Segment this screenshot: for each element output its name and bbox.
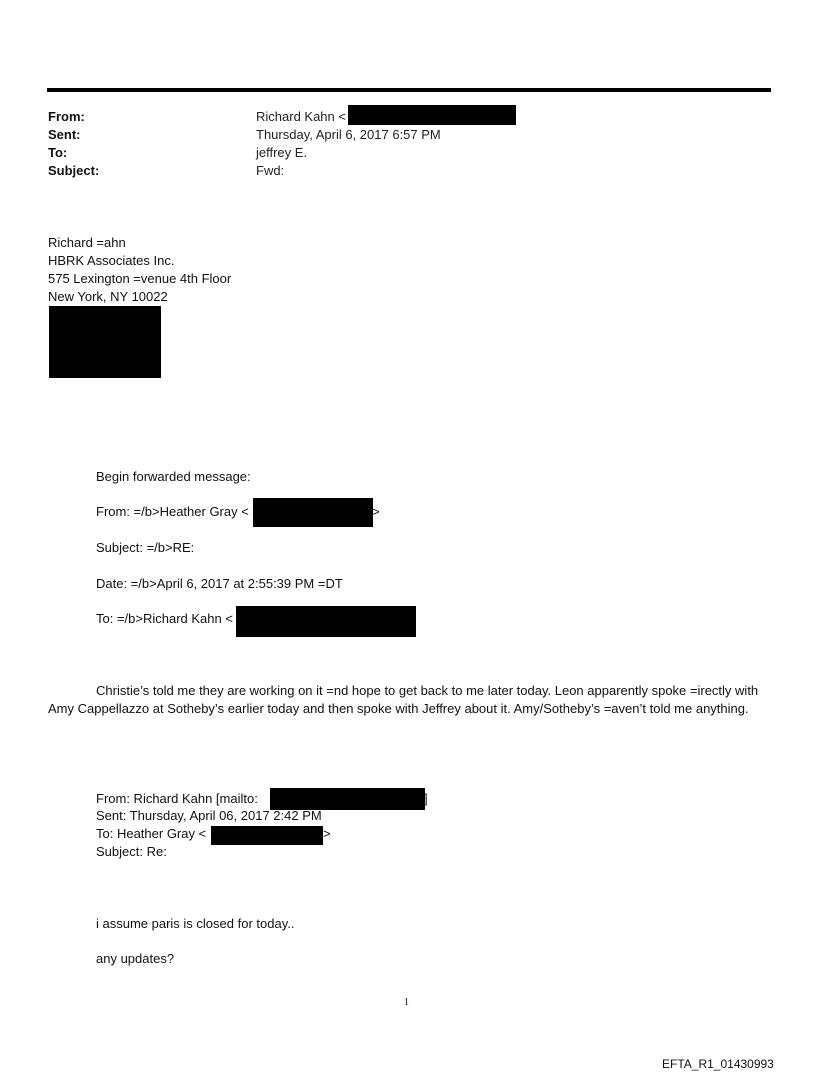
header-rule xyxy=(47,88,771,92)
redaction-block xyxy=(253,498,373,527)
page-number: 1 xyxy=(404,997,409,1008)
signature-company: HBRK Associates Inc. xyxy=(48,253,175,268)
document-id: EFTA_R1_01430993 xyxy=(662,1057,774,1071)
redaction-block xyxy=(236,606,416,637)
subject-value: Fwd: xyxy=(256,163,285,178)
forwarded-date: Date: =/b>April 6, 2017 at 2:55:39 PM =DT xyxy=(96,576,343,591)
reply-line-1: i assume paris is closed for today.. xyxy=(96,916,295,931)
redaction-block xyxy=(348,105,516,125)
redaction-block xyxy=(49,306,161,378)
message-body: Christie’s told me they are working on it =nd hope to get back to me later today. Leon apparently spoke =irectly with Amy Cappellazzo at Sotheby’s earlier today and then spoke with Jeffrey about it. Amy/Sotheby’s =aven’t told me anything. xyxy=(48,683,759,716)
reply-to-close: > xyxy=(323,826,331,841)
to-value: jeffrey E. xyxy=(256,145,308,160)
reply-subject: Subject: Re: xyxy=(96,844,167,859)
signature-city: New York, NY 10022 xyxy=(48,289,168,304)
from-value: Richard Kahn < xyxy=(256,109,346,124)
from-label: From: xyxy=(48,109,85,124)
signature-name: Richard =ahn xyxy=(48,235,126,250)
redaction-block xyxy=(270,788,425,810)
reply-from: From: Richard Kahn [mailto: xyxy=(96,791,258,806)
forwarded-from: From: =/b>Heather Gray < xyxy=(96,504,249,519)
reply-from-close: ] xyxy=(424,791,428,806)
redaction-block xyxy=(211,826,323,845)
subject-label: Subject: xyxy=(48,163,100,178)
sent-value: Thursday, April 6, 2017 6:57 PM xyxy=(256,127,441,142)
to-label: To: xyxy=(48,145,68,160)
forwarded-to: To: =/b>Richard Kahn < xyxy=(96,611,233,626)
forwarded-subject: Subject: =/b>RE: xyxy=(96,540,195,555)
reply-to: To: Heather Gray < xyxy=(96,826,207,841)
forwarded-intro: Begin forwarded message: xyxy=(96,469,251,484)
forwarded-from-close: > xyxy=(372,504,380,519)
sent-label: Sent: xyxy=(48,127,81,142)
signature-address: 575 Lexington =venue 4th Floor xyxy=(48,271,232,286)
reply-line-2: any updates? xyxy=(96,951,175,966)
reply-sent: Sent: Thursday, April 06, 2017 2:42 PM xyxy=(96,808,322,823)
